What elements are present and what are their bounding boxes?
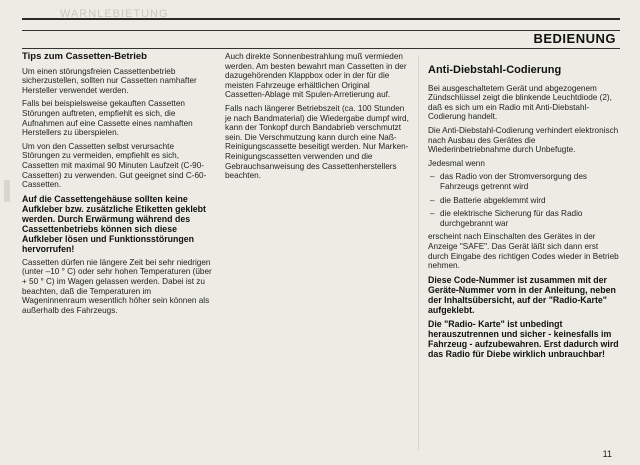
paragraph: Auch direkte Sonnenbestrahlung muß vermieden werden. Am besten bewahrt man Cassetten in der dazugehörenden Klappbox oder in der für die meisten Fahrzeuge erhältlichen Original Cassetten-Ablage mit Spulen-Arretierung auf. [225, 52, 407, 100]
paragraph: Falls nach längerer Betriebszeit (ca. 100 Stunden je nach Bandmaterial) die Wiedergabe dumpf wird, kann der Tonkopf durch Bandabrieb verschmutzt sein. Die Verschmutzung kann durch eine Naß-Reinigungscassette beseitigt werden. Nur Marken-Reinigungscassetten verwenden und die Gebrauchsanweisung des Cassettenherstellers beachten. [225, 103, 409, 181]
paragraph: Die Anti-Diebstahl-Codierung verhindert elektronisch nach Ausbau des Gerätes die Wiederinbetriebnahme durch Unbefugte. [428, 125, 619, 155]
column-divider [418, 55, 419, 450]
list-item: – das Radio von der Stromversorgung des Fahrzeugs getrennt wird [440, 172, 620, 191]
column-right [424, 52, 620, 363]
paragraph: Cassetten dürfen nie längere Zeit bei sehr niedrigen (unter –10 ° C) oder sehr hohen Temperaturen (über + 50 ° C) im Wagen gelassen werden. Dabei ist zu beachten, daß die Temperaturen im Wageninnenraum wesentlich höher sein können als außerhalb des Fahrzeugs. [22, 257, 212, 315]
paragraph: erscheint nach Einschalten des Gerätes in der Anzeige "SAFE". Das Gerät läßt sich dann erst durch Eingabe des richtigen Codes wieder in Betrieb nehmen. [428, 232, 619, 271]
page-edge-tab [4, 180, 10, 202]
radio-card-warning: Die "Radio- Karte" ist unbedingt herauszutrennen und sicher - keinesfalls im Fahrzeug - aufzubewahren. Erst dadurch wird das Radio für Diebe wirklich unbrauchbar! [428, 318, 619, 359]
anti-theft-heading: Anti-Diebstahl-Codierung [428, 64, 562, 76]
page-number: 11 [602, 449, 612, 459]
list-item: – die elektrische Sicherung für das Radio durchgebrannt war [440, 209, 620, 228]
paragraph: Um von den Cassetten selbst verursachte Störungen zu vermeiden, empfiehlt es sich, Cassetten mit maximal 90 Minuten Laufzeit (C-90-Cassetten) zu verwenden. Gut geeignet sind C-60-Cassetten. [22, 141, 207, 190]
warning-paragraph: Auf die Cassettengehäuse sollten keine Aufkleber bzw. zusätzliche Etiketten geklebt werden. Durch Erwärmung während des Cassettenbetriebs können sich diese Aufkleber lösen und Funktionsstörungen hervorrufen! [22, 193, 206, 254]
cassette-tips-heading: Tips zum Cassetten-Betrieb [22, 51, 147, 62]
column-left [22, 52, 212, 319]
list-item: – die Batterie abgeklemmt wird [440, 196, 620, 206]
header-bar [22, 30, 620, 49]
paragraph: Jedesmal wenn [428, 158, 485, 168]
paragraph: Um einen störungsfreien Cassettenbetrieb sicherzustellen, sollten nur Cassetten namhafter Hersteller verwendet werden. [22, 66, 197, 95]
paragraph: Bei ausgeschaltetem Gerät und abgezogenem Zündschlüssel zeigt die blinkende Leuchtdiode (2), daß es sich um ein Radio mit Anti-Diebstahl-Codierung handelt. [428, 83, 612, 122]
column-middle [225, 52, 410, 185]
paragraph: Falls bei beispielsweise gekauften Cassetten Störungen auftreten, empfiehlt es sich, die Aufnahmen auf eine Cassette eines namhaften Herstellers zu überspielen. [22, 99, 193, 138]
header-ghost-text: WARNLEBIETUNG [60, 8, 169, 20]
code-number-note: Diese Code-Nummer ist zusammen mit der Geräte-Nummer vorn in der Anleitung, neben der Inhaltsübersicht, auf der "Radio-Karte" aufgeklebt. [428, 274, 616, 315]
section-title: BEDIENUNG [533, 31, 616, 46]
